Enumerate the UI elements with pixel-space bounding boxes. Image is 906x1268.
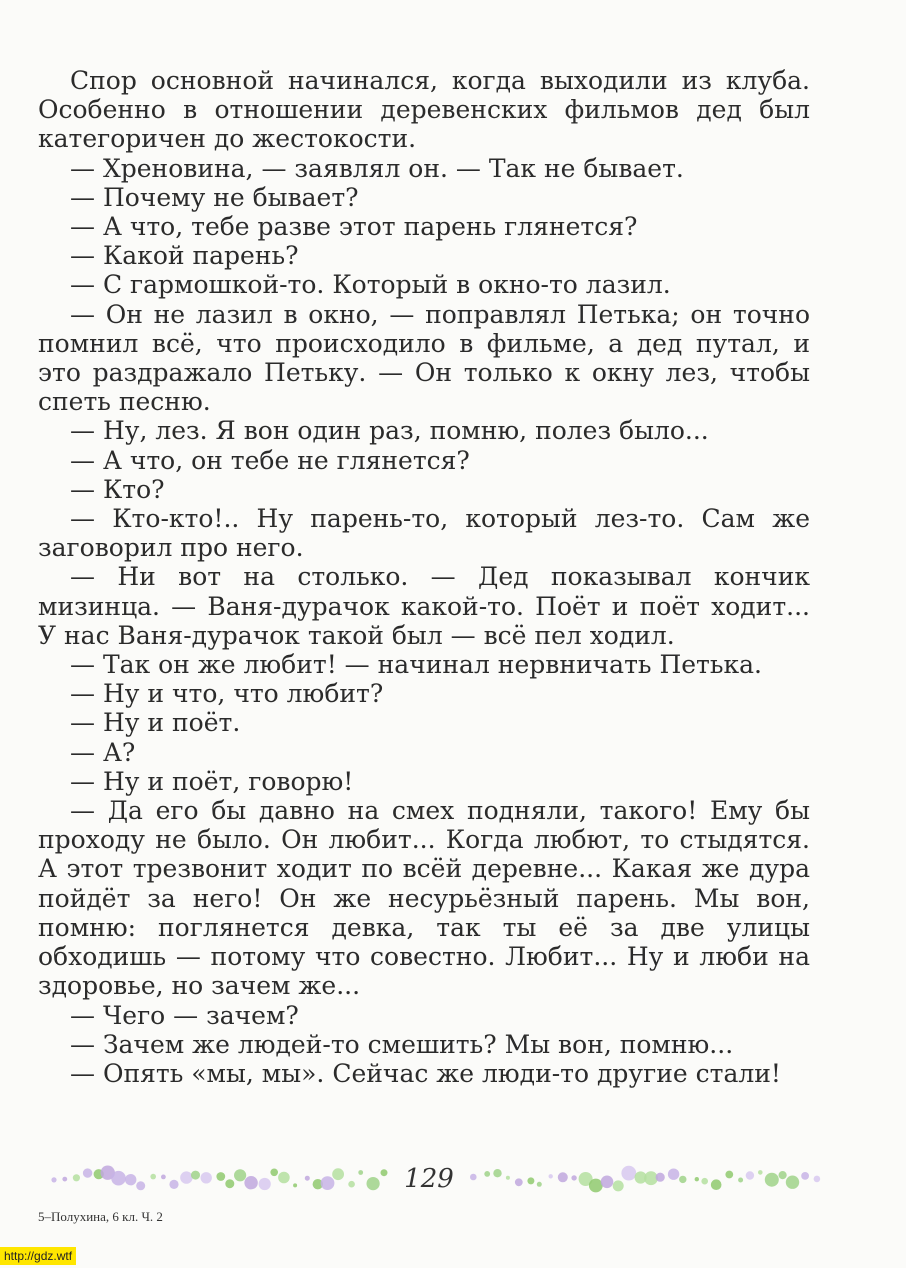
decorative-dot bbox=[695, 1177, 699, 1181]
decorative-dot bbox=[786, 1176, 799, 1189]
decorative-dot bbox=[111, 1171, 126, 1186]
paragraph: — Зачем же людей-то смешить? Мы вон, помню... bbox=[70, 1029, 734, 1059]
decorative-dot bbox=[711, 1179, 722, 1190]
decorative-dot bbox=[537, 1182, 542, 1187]
decorative-dot bbox=[270, 1169, 278, 1177]
decorative-dot bbox=[216, 1172, 225, 1181]
paragraph: — А? bbox=[70, 737, 136, 767]
decorative-dot bbox=[51, 1177, 56, 1182]
paragraph: — Опять «мы, мы». Сейчас же люди-то другие стали! bbox=[70, 1058, 781, 1088]
decorative-dot bbox=[259, 1178, 271, 1190]
decorative-dot bbox=[549, 1174, 553, 1178]
decorative-dot bbox=[358, 1170, 363, 1175]
decorative-dot bbox=[515, 1178, 523, 1186]
decorative-dot bbox=[656, 1173, 665, 1182]
decorative-dot bbox=[367, 1177, 380, 1190]
paragraph: — Почему не бывает? bbox=[70, 182, 359, 212]
decorative-dot bbox=[758, 1170, 763, 1175]
decorative-dot bbox=[621, 1166, 636, 1181]
paragraph: — Кто-кто!.. Ну парень-то, который лез-то. Сам же заговорил про него. bbox=[38, 504, 810, 563]
paragraph: — Ну и поёт. bbox=[70, 708, 241, 738]
decorative-dot bbox=[506, 1176, 510, 1180]
watermark-link[interactable]: http://gdz.wtf bbox=[0, 1247, 76, 1265]
decorative-dot bbox=[701, 1178, 708, 1185]
decorative-dot bbox=[381, 1169, 388, 1176]
decorative-dot bbox=[801, 1172, 809, 1180]
decorative-dot bbox=[180, 1171, 192, 1183]
decorative-dot bbox=[161, 1175, 166, 1180]
decorative-dot bbox=[305, 1176, 310, 1181]
decorative-dot bbox=[62, 1177, 67, 1182]
decorative-dot bbox=[348, 1181, 355, 1188]
paragraph: — Он не лазил в окно, — поправлял Петька; он точно помнил всё, что происходило в фильме, а дед путал, и это раздражало Петьку. — Он только к окну лез, чтобы спеть песню. bbox=[38, 299, 810, 417]
paragraph: — Так он же любит! — начинал нервничать Петька. bbox=[70, 650, 762, 680]
paragraph: — Ну и что, что любит? bbox=[70, 679, 384, 709]
paragraph: — А что, тебе разве этот парень глянется? bbox=[70, 212, 638, 242]
decorative-dot bbox=[244, 1176, 257, 1189]
decorative-dot bbox=[725, 1171, 733, 1179]
paragraph: — Ну и поёт, говорю! bbox=[70, 766, 354, 796]
decorative-dot bbox=[746, 1171, 754, 1179]
paragraph: — Да его бы давно на смех подняли, такого! Ему бы проходу не было. Он любит... Когда любют, то стыдятся. А этот трезвонит ходит по всёй деревне... Какая же дура пойдёт за него! Он же несурьёзный парень. Мы вон, помню: поглянется девка, так ты её за две улицы обходишь — потому что совестно. Любит... Ну и люби на здоровье, но зачем же... bbox=[38, 796, 810, 1001]
decorative-dot bbox=[332, 1168, 344, 1180]
decorative-dot bbox=[571, 1175, 576, 1180]
decorative-dot bbox=[613, 1180, 624, 1191]
decorative-dot bbox=[73, 1174, 80, 1181]
paragraph: — Кто? bbox=[70, 474, 165, 504]
decorative-dot bbox=[601, 1176, 614, 1189]
decorative-dot bbox=[125, 1174, 136, 1185]
decorative-dot bbox=[527, 1177, 534, 1184]
decorative-dot bbox=[234, 1169, 246, 1181]
decorative-dot bbox=[293, 1183, 297, 1187]
decorative-dot bbox=[558, 1172, 568, 1182]
decorative-dot bbox=[484, 1171, 490, 1177]
decorative-dot bbox=[765, 1173, 779, 1187]
paragraph: — Хреновина, — заявлял он. — Так не бывает. bbox=[70, 153, 684, 183]
decorative-dot bbox=[814, 1176, 821, 1183]
paragraph: — Ну, лез. Я вон один раз, помню, полез было... bbox=[70, 416, 709, 446]
decorative-dot bbox=[738, 1178, 743, 1183]
decorative-dot bbox=[169, 1180, 178, 1189]
decorative-dot bbox=[225, 1179, 234, 1188]
paragraph: — Какой парень? bbox=[70, 241, 299, 271]
decorative-dot bbox=[493, 1169, 501, 1177]
paragraph: — Чего — зачем? bbox=[70, 1000, 299, 1030]
page-number: 129 bbox=[404, 1164, 454, 1194]
decorative-dot bbox=[679, 1176, 686, 1183]
decorative-dot bbox=[201, 1172, 212, 1183]
decorative-dot bbox=[278, 1172, 290, 1184]
paragraph: Спор основной начинался, когда выходили из клуба. Особенно в отношении деревенских фильмов дед был категоричен до жестокости. bbox=[38, 66, 810, 154]
paragraph: — С гармошкой-то. Который в окно-то лазил. bbox=[70, 270, 671, 300]
decorative-dot bbox=[668, 1169, 679, 1180]
page-text bbox=[38, 66, 810, 1088]
paragraph: — Ни вот на столько. — Дед показывал кончик мизинца. — Ваня-дурачок какой-то. Поёт и поёт ходит... У нас Ваня-дурачок такой был — всё пел ходил. bbox=[38, 562, 810, 650]
decorative-dot bbox=[589, 1179, 603, 1193]
imprint-line: 5–Полухина, 6 кл. Ч. 2 bbox=[38, 1209, 163, 1224]
decorative-dot bbox=[470, 1174, 477, 1181]
decorative-dot bbox=[191, 1171, 200, 1180]
paragraph: — А что, он тебе не глянется? bbox=[70, 445, 470, 475]
decorative-dot bbox=[136, 1181, 145, 1190]
decorative-dot bbox=[83, 1168, 92, 1177]
decorative-dot bbox=[150, 1174, 156, 1180]
decorative-dot bbox=[321, 1176, 335, 1190]
decorative-dot bbox=[779, 1171, 787, 1179]
